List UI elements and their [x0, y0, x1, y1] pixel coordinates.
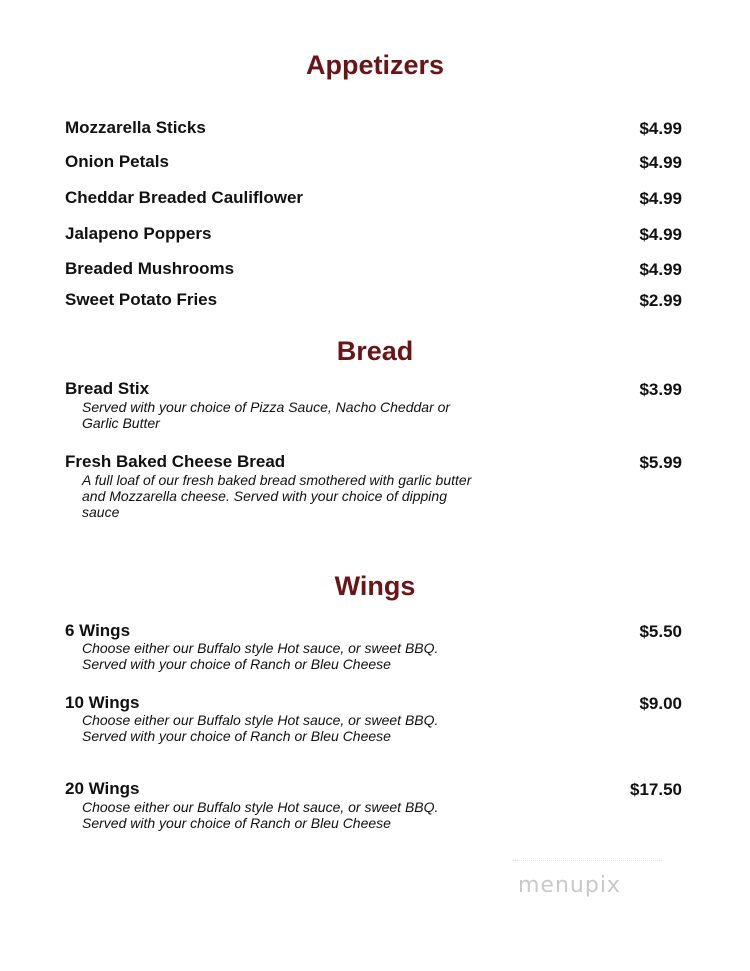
menu-item-description: Served with your choice of Pizza Sauce, Nacho Cheddar or Garlic Butter: [82, 399, 451, 431]
menu-item-description: A full loaf of our fresh baked bread smothered with garlic butter and Mozzarella cheese. Served with your choice of dipping sauce: [82, 472, 472, 520]
wings-heading: Wings: [334, 571, 416, 601]
menupix-watermark: menupix: [518, 873, 621, 898]
menu-item-price: $4.99: [639, 260, 682, 279]
menu-item-description: Choose either our Buffalo style Hot sauce, or sweet BBQ. Served with your choice of Ranch or Bleu Cheese: [82, 799, 439, 831]
menu-item-price: $2.99: [639, 291, 682, 310]
bread-heading: Bread: [336, 336, 414, 366]
menu-item-name: Sweet Potato Fries: [65, 290, 218, 309]
menu-item-description: Choose either our Buffalo style Hot sauce, or sweet BBQ. Served with your choice of Ranch or Bleu Cheese: [82, 712, 439, 744]
menu-item-name: Bread Stix: [65, 379, 150, 398]
appetizers-heading: Appetizers: [305, 50, 445, 80]
menu-item-name: Mozzarella Sticks: [65, 118, 206, 137]
menu-item-price: $17.50: [630, 780, 682, 799]
menu-item-price: $5.50: [639, 622, 682, 641]
menu-item-price: $9.00: [639, 694, 682, 713]
menu-item-name: 20 Wings: [65, 779, 140, 798]
menu-item-price: $4.99: [639, 153, 682, 172]
menu-item-price: $4.99: [639, 225, 682, 244]
menu-item-price: $4.99: [639, 189, 682, 208]
menu-item-price: $5.99: [639, 453, 682, 472]
menu-item-name: 6 Wings: [65, 621, 131, 640]
menu-item-name: Cheddar Breaded Cauliflower: [65, 188, 304, 207]
menu-item-price: $4.99: [639, 119, 682, 138]
menu-item-name: Jalapeno Poppers: [65, 224, 212, 243]
menu-item-name: Fresh Baked Cheese Bread: [65, 452, 286, 471]
watermark-divider: [512, 860, 662, 862]
menu-item-price: $3.99: [639, 380, 682, 399]
menu-item-name: Breaded Mushrooms: [65, 259, 235, 278]
menu-item-name: 10 Wings: [65, 693, 140, 712]
menu-item-description: Choose either our Buffalo style Hot sauce, or sweet BBQ. Served with your choice of Ranch or Bleu Cheese: [82, 640, 439, 672]
menu-item-name: Onion Petals: [65, 152, 169, 171]
